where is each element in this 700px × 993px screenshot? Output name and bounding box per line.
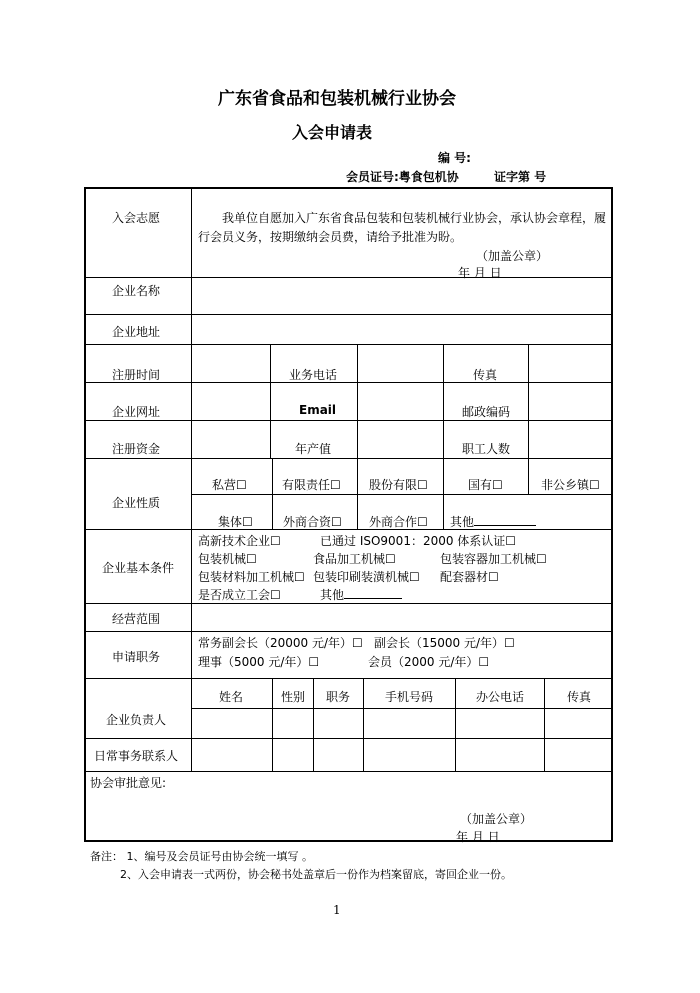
condition-food-machinery[interactable]: 食品加工机械☐ xyxy=(313,552,396,566)
leader-fax-field[interactable] xyxy=(546,710,611,737)
column-divider xyxy=(272,678,273,771)
row-divider xyxy=(84,771,613,772)
approval-date: 年 月 日 xyxy=(456,830,500,844)
position-vice-president[interactable]: 副会长（15000 元/年）☐ xyxy=(374,636,515,650)
column-divider xyxy=(443,494,444,529)
col-header-name: 姓名 xyxy=(219,690,244,704)
conditions-label: 企业基本条件 xyxy=(102,561,175,575)
postcode-label: 邮政编码 xyxy=(462,405,511,419)
leader-office-phone-field[interactable] xyxy=(457,710,543,737)
employees-field[interactable] xyxy=(530,422,611,457)
nature-option-joint-stock[interactable]: 股份有限☐ xyxy=(369,478,428,492)
row-divider xyxy=(84,382,613,383)
nature-option-other-label: 其他 xyxy=(450,515,475,529)
leader-title-field[interactable] xyxy=(315,710,362,737)
approval-label: 协会审批意见: xyxy=(90,776,167,790)
row-divider xyxy=(191,708,613,709)
col-header-title: 职务 xyxy=(326,690,351,704)
column-divider xyxy=(528,344,529,458)
condition-other[interactable] xyxy=(320,586,402,603)
employees-label: 职工人数 xyxy=(462,442,511,456)
leader-name-field[interactable] xyxy=(193,710,271,737)
annual-output-label: 年产值 xyxy=(295,442,332,456)
reg-capital-label: 注册资金 xyxy=(112,442,161,456)
condition-container-machinery[interactable]: 包装容器加工机械☐ xyxy=(440,552,547,566)
cert-suffix-label: 证字第 号 xyxy=(494,170,547,184)
page-number: 1 xyxy=(333,903,341,917)
nature-option-collective[interactable]: 集体☐ xyxy=(218,515,253,529)
position-director[interactable]: 理事（5000 元/年）☐ xyxy=(198,655,320,669)
leader-mobile-field[interactable] xyxy=(365,710,454,737)
fax-label: 传真 xyxy=(473,368,498,382)
row-divider xyxy=(84,420,613,421)
column-divider xyxy=(357,458,358,529)
column-divider xyxy=(270,344,271,458)
nature-option-other[interactable] xyxy=(450,513,536,530)
nature-option-foreign-coop[interactable]: 外商合作☐ xyxy=(369,515,428,529)
condition-iso9001[interactable]: 已通过 ISO9001：2000 体系认证☐ xyxy=(320,534,517,548)
condition-material-machinery[interactable]: 包装材料加工机械☐ xyxy=(198,570,305,584)
column-divider xyxy=(357,344,358,458)
position-member[interactable]: 会员（2000 元/年）☐ xyxy=(368,655,490,669)
contact-gender-field[interactable] xyxy=(274,740,312,770)
reg-time-label: 注册时间 xyxy=(112,368,161,382)
contact-office-phone-field[interactable] xyxy=(457,740,543,770)
row-divider xyxy=(84,458,613,459)
row-divider xyxy=(84,738,613,739)
position-exec-vice-president[interactable]: 常务副会长（20000 元/年）☐ xyxy=(198,636,363,650)
condition-hi-tech[interactable]: 高新技术企业☐ xyxy=(198,534,281,548)
column-divider xyxy=(443,344,444,458)
annual-output-field[interactable] xyxy=(359,422,442,457)
email-field[interactable] xyxy=(359,384,442,419)
biz-phone-label: 业务电话 xyxy=(289,368,338,382)
intent-label: 入会志愿 xyxy=(112,211,161,225)
company-address-label: 企业地址 xyxy=(112,325,161,339)
col-header-mobile: 手机号码 xyxy=(385,690,434,704)
website-field[interactable] xyxy=(193,384,269,419)
company-address-field[interactable] xyxy=(193,316,611,343)
nature-option-private[interactable]: 私营☐ xyxy=(212,478,247,492)
label-column-divider xyxy=(191,187,192,771)
column-divider xyxy=(313,678,314,771)
note-1: 备注： 1、编号及会员证号由协会统一填写 。 xyxy=(90,850,313,863)
row-divider xyxy=(191,494,613,495)
column-divider xyxy=(528,458,529,494)
nature-option-state[interactable]: 国有☐ xyxy=(468,478,503,492)
intent-date: 年 月 日 xyxy=(458,266,502,280)
biz-phone-field[interactable] xyxy=(359,346,442,381)
condition-other-blank[interactable] xyxy=(344,586,402,599)
column-divider xyxy=(363,678,364,771)
row-divider xyxy=(84,314,613,315)
nature-option-township[interactable]: 非公乡镇☐ xyxy=(541,478,600,492)
email-label: Email xyxy=(299,403,337,417)
daily-contact-label: 日常事务联系人 xyxy=(94,749,179,763)
col-header-gender: 性别 xyxy=(281,690,306,704)
reg-capital-field[interactable] xyxy=(193,422,269,457)
row-divider xyxy=(84,277,613,278)
col-header-office-phone: 办公电话 xyxy=(476,690,525,704)
number-label: 编 号: xyxy=(438,151,471,165)
position-label: 申请职务 xyxy=(112,650,161,664)
nature-other-blank[interactable] xyxy=(474,513,536,526)
scope-field[interactable] xyxy=(193,605,611,630)
contact-title-field[interactable] xyxy=(315,740,362,770)
intent-seal-note: （加盖公章） xyxy=(476,249,549,263)
condition-other-label: 其他 xyxy=(320,588,345,602)
intent-text-line2: 行会员义务，按期缴纳会员费，请给予批准为盼。 xyxy=(198,230,463,244)
approval-seal-note: （加盖公章） xyxy=(460,812,533,826)
member-cert-label: 会员证号:粤食包机协 xyxy=(346,170,459,184)
company-name-field[interactable] xyxy=(193,279,611,313)
condition-packaging-machinery[interactable]: 包装机械☐ xyxy=(198,552,257,566)
column-divider xyxy=(544,678,545,771)
page-title: 广东省食品和包装机械行业协会 xyxy=(218,89,456,109)
column-divider xyxy=(455,678,456,771)
scope-label: 经营范围 xyxy=(112,612,161,626)
condition-printing-machinery[interactable]: 包装印刷装潢机械☐ xyxy=(313,570,420,584)
col-header-fax: 传真 xyxy=(567,690,592,704)
nature-option-foreign-jv[interactable]: 外商合资☐ xyxy=(283,515,342,529)
postcode-field[interactable] xyxy=(530,384,611,419)
condition-accessories[interactable]: 配套器材☐ xyxy=(440,570,499,584)
contact-fax-field[interactable] xyxy=(546,740,611,770)
column-divider xyxy=(272,458,273,529)
fax-field[interactable] xyxy=(530,346,611,381)
contact-name-field[interactable] xyxy=(193,740,271,770)
company-name-label: 企业名称 xyxy=(112,284,161,298)
reg-time-field[interactable] xyxy=(193,346,269,381)
intent-text-line1: 我单位自愿加入广东省食品包装和包装机械行业协会，承认协会章程，履 xyxy=(222,211,607,225)
row-divider xyxy=(84,678,613,679)
condition-labor-union[interactable]: 是否成立工会☐ xyxy=(198,588,281,602)
column-divider xyxy=(443,458,444,494)
nature-option-limited[interactable]: 有限责任☐ xyxy=(282,478,341,492)
row-divider xyxy=(84,631,613,632)
nature-label: 企业性质 xyxy=(112,496,161,510)
leader-label: 企业负责人 xyxy=(106,713,167,727)
row-divider xyxy=(84,344,613,345)
website-label: 企业网址 xyxy=(112,405,161,419)
note-2: 2、入会申请表一式两份，协会秘书处盖章后一份作为档案留底，寄回企业一份。 xyxy=(120,868,512,881)
leader-gender-field[interactable] xyxy=(274,710,312,737)
contact-mobile-field[interactable] xyxy=(365,740,454,770)
row-divider xyxy=(84,603,613,604)
form-title: 入会申请表 xyxy=(292,123,373,142)
